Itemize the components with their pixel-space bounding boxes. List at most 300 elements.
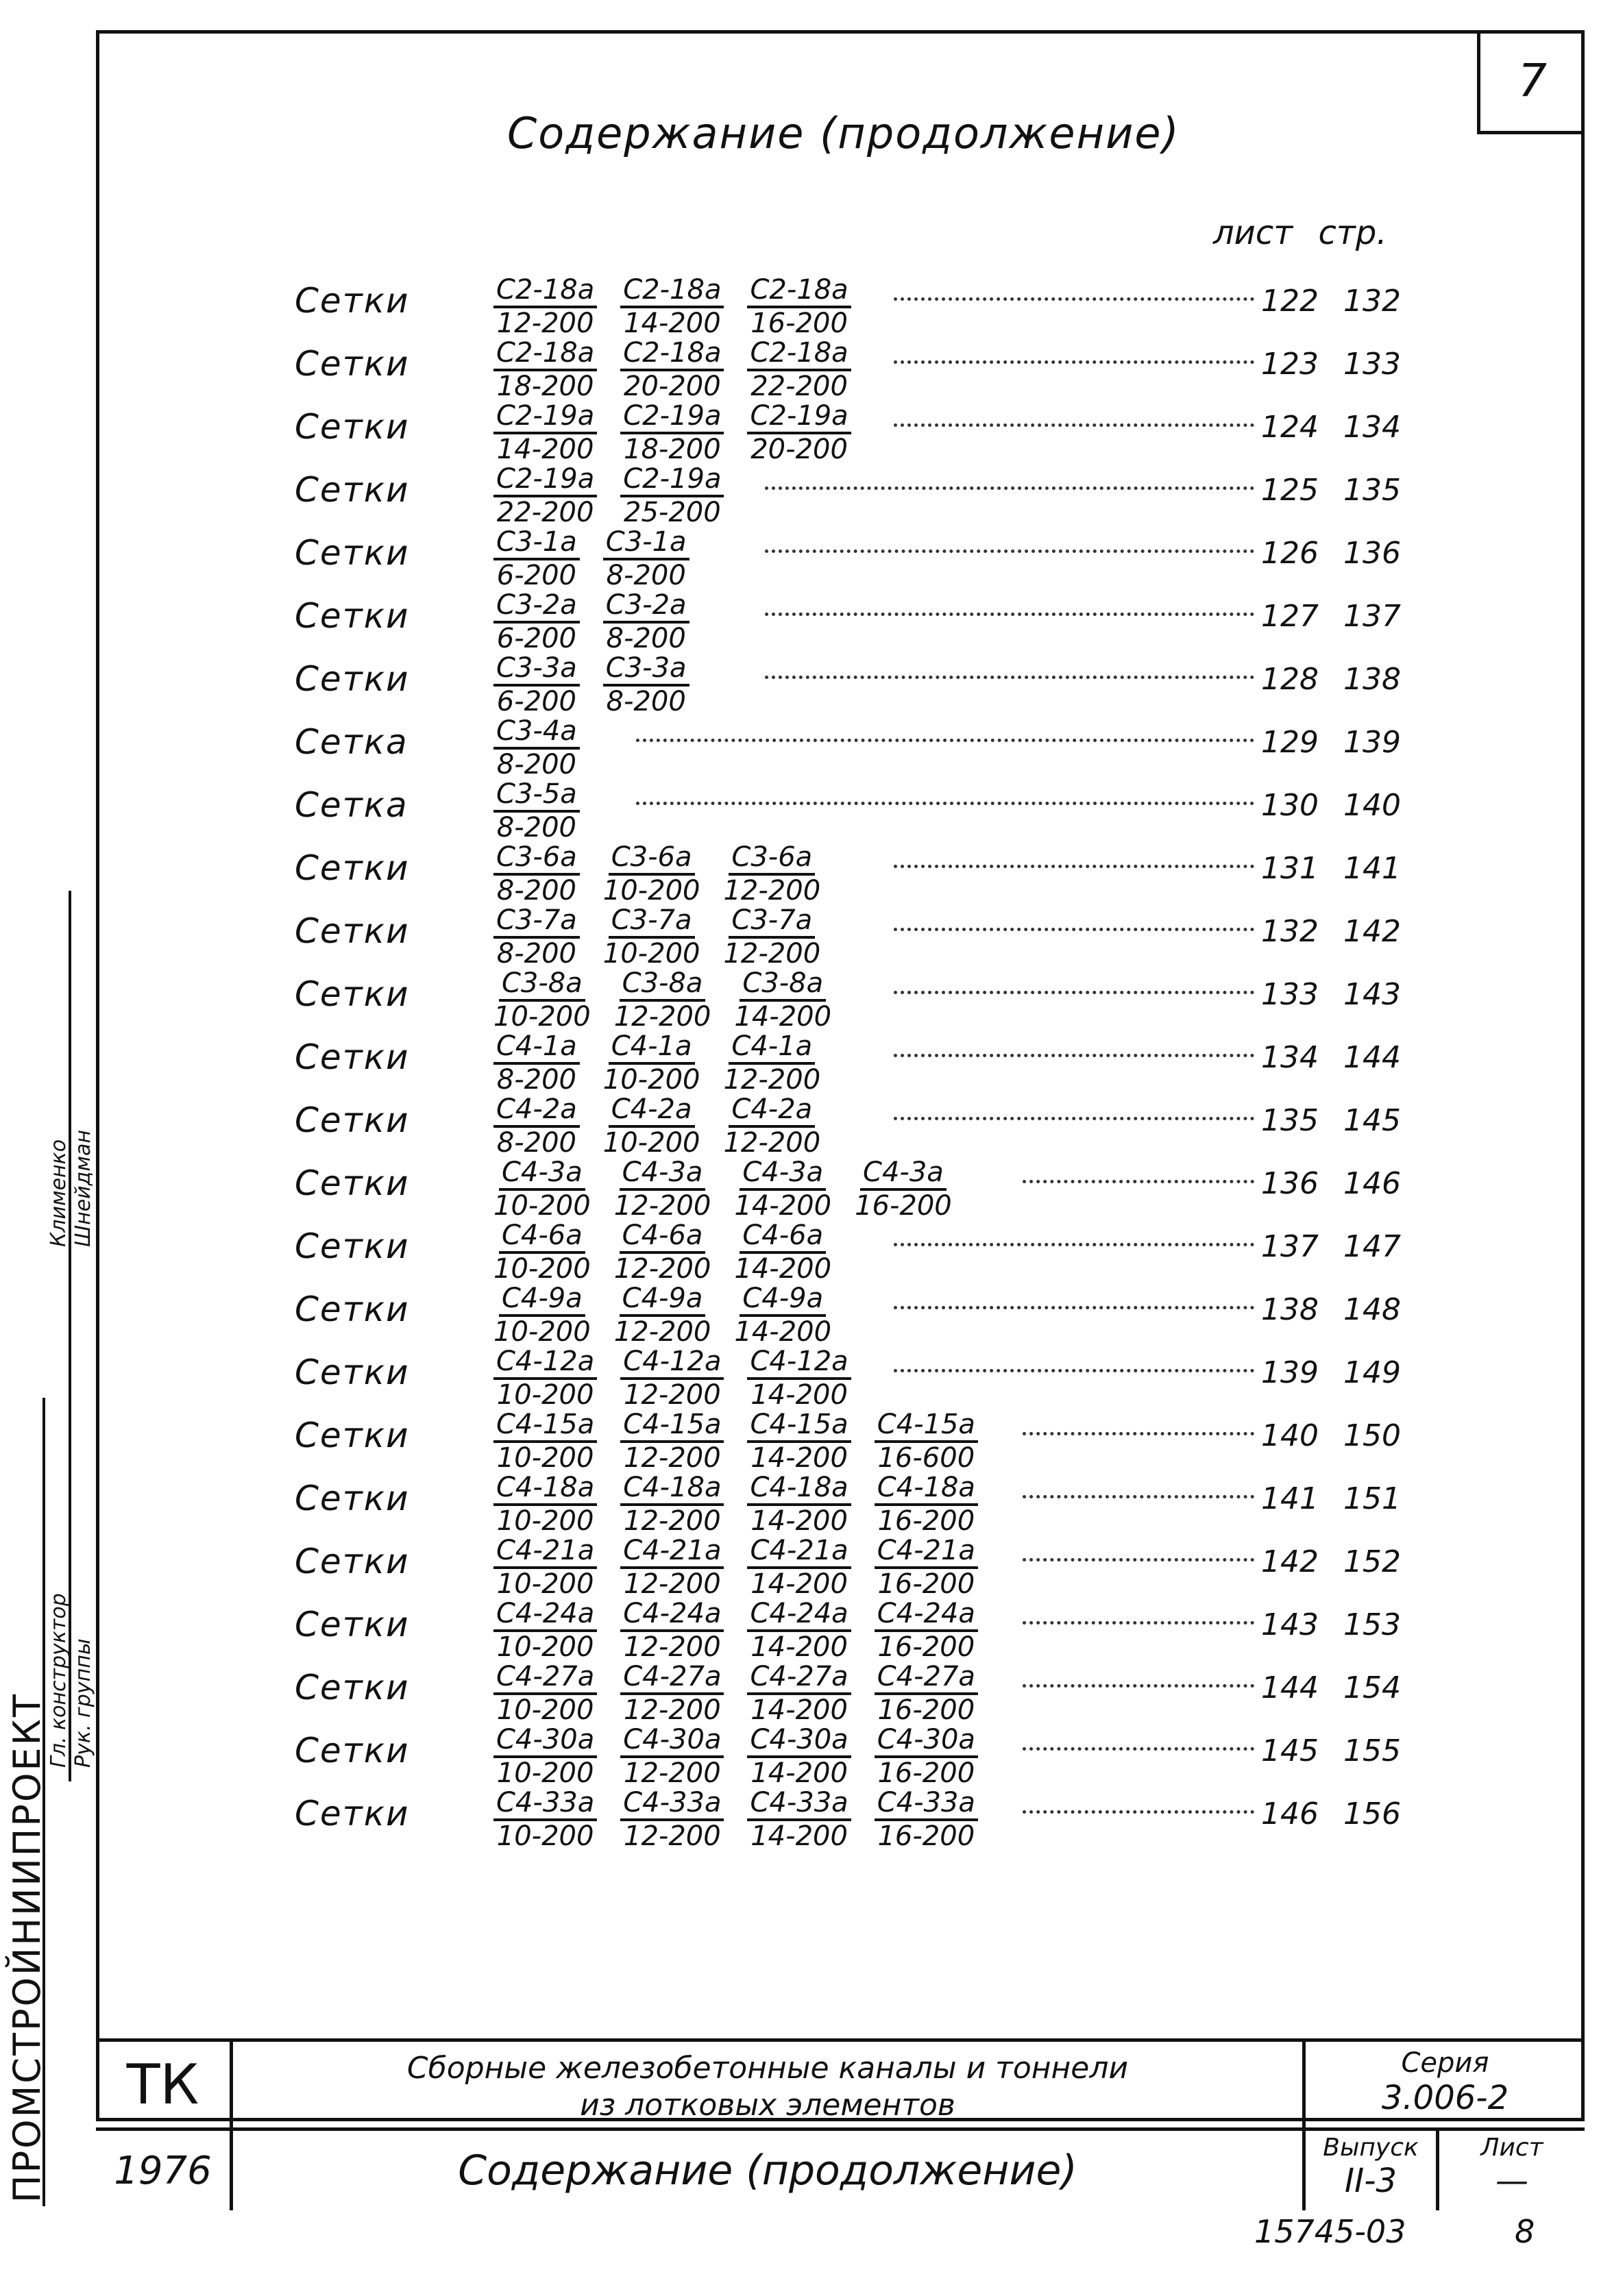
mark-size: 8-200	[496, 812, 576, 843]
mark-size: 10-200	[602, 1127, 700, 1159]
mark-code: С4-2а	[609, 1094, 695, 1128]
mark-code: С4-33а	[747, 1787, 851, 1821]
row-page-number: 146	[1343, 1166, 1401, 1201]
mark-fraction	[723, 904, 820, 969]
mark-fraction	[493, 1157, 591, 1221]
mark-size: 14-200	[750, 1379, 848, 1411]
mark-code: С4-2а	[729, 1094, 815, 1128]
mark-code: С4-33а	[620, 1787, 724, 1821]
mark-code: С4-12а	[620, 1346, 724, 1380]
row-sheet-number: 124	[1261, 410, 1319, 445]
row-sheet-number: 139	[1261, 1355, 1319, 1390]
mark-size: 10-200	[493, 1253, 591, 1285]
mark-size: 6-200	[496, 623, 576, 654]
stamp-series	[1302, 2042, 1585, 2131]
mark-fraction	[603, 1094, 700, 1158]
dot-leader	[765, 550, 1254, 553]
mark-size: 12-200	[613, 1316, 711, 1348]
contents-row	[295, 1030, 1460, 1094]
row-marks	[493, 1472, 978, 1536]
stamp-issue	[1302, 2131, 1439, 2210]
mark-fraction	[614, 967, 711, 1032]
mark-size: 16-200	[877, 1568, 975, 1600]
org-name: ПРОМСТРОЙНИИПРОЕКТ	[5, 1692, 49, 2203]
mark-size: 25-200	[624, 497, 721, 528]
mark-size: 14-200	[750, 1694, 848, 1726]
contents-row	[295, 1787, 1460, 1850]
mark-size: 12-200	[723, 875, 821, 906]
row-page-number: 148	[1343, 1292, 1401, 1327]
stamp-description-line1: Сборные железобетонные каналы и тоннели	[406, 2051, 1129, 2086]
mark-code: С2-18а	[493, 274, 597, 308]
row-sheet-number: 127	[1261, 599, 1319, 634]
mark-code: С2-19а	[620, 400, 724, 434]
row-marks	[493, 463, 724, 528]
row-kind: Сетки	[295, 1163, 410, 1203]
row-kind: Сетки	[295, 974, 410, 1014]
page-title: Содержание (продолжение)	[507, 108, 1180, 158]
row-marks	[493, 1220, 831, 1284]
contents-row	[295, 589, 1460, 652]
mark-fraction	[875, 1661, 978, 1725]
mark-fraction	[747, 1787, 851, 1851]
mark-size: 8-200	[496, 938, 576, 970]
mark-fraction	[493, 652, 580, 717]
mark-fraction	[734, 967, 831, 1032]
mark-code: С2-19а	[620, 463, 724, 497]
mark-code: С2-19а	[747, 400, 851, 434]
contents-row	[295, 1283, 1460, 1346]
row-kind: Сетка	[295, 722, 408, 762]
mark-size: 10-200	[496, 1820, 594, 1852]
row-kind: Сетки	[295, 1353, 410, 1392]
contents-row	[295, 841, 1460, 904]
mark-code: С3-6а	[729, 841, 815, 876]
contents-row	[295, 337, 1460, 400]
row-page-number: 155	[1343, 1733, 1401, 1768]
mark-fraction	[875, 1472, 978, 1536]
mark-size: 10-200	[493, 1190, 591, 1222]
row-kind: Сетки	[295, 470, 410, 510]
contents-row	[295, 1409, 1460, 1472]
mark-code: С3-5а	[493, 778, 580, 813]
contents-row	[295, 1724, 1460, 1787]
mark-size: 12-200	[723, 938, 821, 970]
title-block	[96, 2038, 1585, 2210]
row-marks	[493, 1409, 978, 1473]
mark-fraction	[493, 1472, 597, 1536]
row-marks	[493, 1787, 978, 1851]
row-kind: Сетки	[295, 344, 410, 384]
mark-fraction	[493, 1346, 597, 1410]
footer-code: 15745-03	[1254, 2213, 1406, 2250]
dot-leader	[894, 1054, 1254, 1057]
mark-code: С4-18а	[747, 1472, 851, 1506]
mark-fraction	[747, 337, 851, 402]
mark-code: С3-3а	[493, 652, 580, 687]
mark-code: С3-7а	[493, 904, 580, 939]
mark-code: С4-24а	[620, 1598, 724, 1632]
mark-code: С3-2а	[493, 589, 580, 624]
row-page-number: 149	[1343, 1355, 1401, 1390]
mark-size: 12-200	[613, 1190, 711, 1222]
row-kind: Сетка	[295, 785, 408, 825]
mark-size: 8-200	[496, 749, 576, 780]
mark-size: 12-200	[624, 1505, 721, 1537]
row-sheet-number: 122	[1261, 284, 1319, 319]
mark-size: 10-200	[496, 1631, 594, 1663]
row-marks	[493, 1030, 820, 1095]
dot-leader	[894, 865, 1254, 868]
row-sheet-number: 136	[1261, 1166, 1319, 1201]
row-sheet-number: 131	[1261, 851, 1319, 886]
mark-size: 10-200	[493, 1316, 591, 1348]
mark-code: С4-3а	[499, 1157, 585, 1191]
column-headers	[1213, 214, 1387, 252]
contents-row	[295, 526, 1460, 589]
mark-code: С2-18а	[493, 337, 597, 371]
row-kind: Сетки	[295, 1226, 410, 1266]
row-sheet-number: 130	[1261, 788, 1319, 823]
row-sheet-number: 143	[1261, 1607, 1319, 1642]
dot-leader	[765, 613, 1254, 616]
mark-code: С4-27а	[875, 1661, 978, 1695]
stamp-series-value: 3.006-2	[1381, 2079, 1509, 2117]
mark-code: С4-27а	[493, 1661, 597, 1695]
mark-fraction	[493, 778, 580, 843]
contents-row	[295, 715, 1460, 778]
role-chief-designer: Гл. конструктор	[47, 1593, 71, 1768]
mark-fraction	[747, 1598, 851, 1662]
mark-code: С4-9а	[740, 1283, 826, 1317]
contents-row	[295, 1661, 1460, 1724]
mark-code: С4-21а	[620, 1535, 724, 1569]
mark-fraction	[620, 274, 724, 338]
row-kind: Сетки	[295, 596, 410, 636]
row-page-number: 141	[1343, 851, 1401, 886]
row-marks	[493, 337, 851, 402]
mark-code: С2-19а	[493, 463, 597, 497]
dot-leader	[894, 991, 1254, 994]
dot-leader	[894, 360, 1254, 364]
row-sheet-number: 132	[1261, 914, 1319, 949]
mark-size: 14-200	[734, 1253, 832, 1285]
mark-size: 16-200	[750, 308, 848, 339]
mark-code: С3-7а	[729, 904, 815, 939]
mark-fraction	[493, 1220, 591, 1284]
mark-size: 22-200	[496, 497, 594, 528]
mark-fraction	[620, 1472, 724, 1536]
footer-number: 8	[1515, 2213, 1535, 2250]
mark-fraction	[493, 1535, 597, 1599]
mark-fraction	[603, 652, 689, 717]
mark-size: 6-200	[496, 686, 576, 717]
row-page-number: 143	[1343, 977, 1401, 1012]
mark-fraction	[747, 1346, 851, 1410]
row-kind: Сетки	[295, 1479, 410, 1518]
mark-size: 12-200	[496, 308, 594, 339]
contents-row	[295, 463, 1460, 526]
mark-code: С3-7а	[609, 904, 695, 939]
row-sheet-number: 134	[1261, 1040, 1319, 1075]
row-marks	[493, 715, 580, 780]
mark-code: С4-3а	[740, 1157, 826, 1191]
row-marks	[493, 1346, 851, 1410]
contents-row	[295, 652, 1460, 715]
row-marks	[493, 1094, 820, 1158]
row-page-number: 144	[1343, 1040, 1401, 1075]
mark-size: 14-200	[496, 434, 594, 465]
dot-leader	[894, 423, 1254, 427]
mark-code: С3-3а	[603, 652, 689, 687]
row-marks	[493, 841, 820, 906]
contents-row	[295, 1220, 1460, 1283]
row-marks	[493, 967, 831, 1032]
mark-code: С4-30а	[620, 1724, 724, 1758]
mark-fraction	[614, 1220, 711, 1284]
mark-code: С4-30а	[493, 1724, 597, 1758]
row-page-number: 138	[1343, 662, 1401, 697]
mark-fraction	[493, 841, 580, 906]
name-group-leader: Шнейдман	[71, 1129, 95, 1247]
mark-fraction	[747, 1409, 851, 1473]
row-sheet-number: 125	[1261, 473, 1319, 508]
mark-fraction	[875, 1724, 978, 1788]
mark-size: 16-200	[877, 1631, 975, 1663]
mark-size: 14-200	[750, 1568, 848, 1600]
row-sheet-number: 145	[1261, 1733, 1319, 1768]
mark-code: С2-18а	[620, 337, 724, 371]
row-sheet-number: 129	[1261, 725, 1319, 760]
mark-fraction	[734, 1283, 831, 1347]
row-kind: Сетки	[295, 1668, 410, 1707]
contents-row	[295, 1598, 1460, 1661]
mark-fraction	[603, 1030, 700, 1095]
row-page-number: 137	[1343, 599, 1401, 634]
mark-fraction	[603, 526, 689, 591]
mark-code: С4-12а	[747, 1346, 851, 1380]
mark-code: С4-21а	[747, 1535, 851, 1569]
mark-fraction	[875, 1535, 978, 1599]
dot-leader	[1023, 1180, 1254, 1183]
mark-fraction	[620, 1346, 724, 1410]
mark-size: 10-200	[496, 1379, 594, 1411]
mark-code: С2-18а	[747, 337, 851, 371]
stamp-code: ТК	[96, 2042, 233, 2131]
mark-size: 14-200	[750, 1505, 848, 1537]
mark-code: С4-15а	[493, 1409, 597, 1443]
contents-list	[295, 274, 1460, 1850]
stamp-year: 1976	[96, 2131, 233, 2210]
row-sheet-number: 137	[1261, 1229, 1319, 1264]
row-marks	[493, 1598, 978, 1662]
mark-code: С4-6а	[499, 1220, 585, 1254]
contents-row	[295, 1157, 1460, 1220]
mark-fraction	[747, 1661, 851, 1725]
row-sheet-number: 126	[1261, 536, 1319, 571]
row-kind: Сетки	[295, 281, 410, 321]
mark-size: 20-200	[624, 371, 721, 402]
contents-row	[295, 904, 1460, 970]
mark-code: С3-4а	[493, 715, 580, 750]
dot-leader	[636, 739, 1254, 742]
mark-code: С4-21а	[875, 1535, 978, 1569]
column-header-page: стр.	[1318, 214, 1387, 252]
row-page-number: 136	[1343, 536, 1401, 571]
mark-fraction	[620, 1724, 724, 1788]
mark-size: 16-200	[877, 1757, 975, 1789]
mark-fraction	[875, 1598, 978, 1662]
mark-fraction	[734, 1157, 831, 1221]
mark-size: 14-200	[734, 1190, 832, 1222]
row-page-number: 154	[1343, 1670, 1401, 1705]
mark-fraction	[747, 1724, 851, 1788]
stamp-sheet-value: —	[1495, 2162, 1528, 2200]
mark-fraction	[747, 1535, 851, 1599]
mark-size: 8-200	[606, 623, 686, 654]
role-group-leader: Рук. группы	[71, 1638, 95, 1768]
row-page-number: 142	[1343, 914, 1401, 949]
row-sheet-number: 142	[1261, 1544, 1319, 1579]
mark-code: С4-30а	[875, 1724, 978, 1758]
mark-size: 10-200	[496, 1442, 594, 1474]
mark-fraction	[747, 1472, 851, 1536]
mark-fraction	[493, 715, 580, 780]
contents-row	[295, 778, 1460, 841]
mark-code: С2-18а	[747, 274, 851, 308]
mark-code: С3-1а	[493, 526, 580, 560]
mark-code: С4-6а	[620, 1220, 706, 1254]
mark-size: 14-200	[750, 1820, 848, 1852]
row-marks	[493, 1661, 978, 1725]
mark-size: 14-200	[624, 308, 721, 339]
row-page-number: 147	[1343, 1229, 1401, 1264]
dot-leader	[765, 486, 1254, 490]
mark-code: С4-24а	[493, 1598, 597, 1632]
row-marks	[493, 652, 689, 717]
row-page-number: 156	[1343, 1797, 1401, 1831]
mark-code: С4-18а	[875, 1472, 978, 1506]
row-sheet-number: 146	[1261, 1797, 1319, 1831]
row-kind: Сетки	[295, 407, 410, 447]
row-sheet-number: 140	[1261, 1418, 1319, 1453]
mark-fraction	[493, 1030, 580, 1095]
mark-fraction	[875, 1787, 978, 1851]
contents-row	[295, 274, 1460, 337]
mark-fraction	[493, 1787, 597, 1851]
mark-fraction	[493, 337, 597, 402]
mark-size: 12-200	[723, 1127, 821, 1159]
mark-code: С4-3а	[860, 1157, 947, 1191]
mark-fraction	[493, 463, 597, 528]
mark-code: С3-6а	[609, 841, 695, 876]
row-page-number: 135	[1343, 473, 1401, 508]
row-kind: Сетки	[295, 848, 410, 888]
mark-fraction	[493, 967, 591, 1032]
dot-leader	[636, 802, 1254, 805]
dot-leader	[1023, 1747, 1254, 1751]
mark-fraction	[493, 274, 597, 338]
mark-size: 12-200	[613, 1001, 711, 1033]
mark-code: С4-1а	[493, 1030, 580, 1065]
mark-code: С4-27а	[620, 1661, 724, 1695]
row-sheet-number: 138	[1261, 1292, 1319, 1327]
row-kind: Сетки	[295, 1416, 410, 1455]
dot-leader	[1023, 1810, 1254, 1814]
mark-size: 8-200	[606, 560, 686, 591]
row-marks	[493, 1535, 978, 1599]
row-page-number: 134	[1343, 410, 1401, 445]
row-page-number: 139	[1343, 725, 1401, 760]
contents-row	[295, 1472, 1460, 1535]
row-kind: Сетки	[295, 1100, 410, 1140]
stamp-sheet-label: Лист	[1480, 2134, 1543, 2162]
mark-size: 12-200	[613, 1253, 711, 1285]
mark-size: 12-200	[624, 1568, 721, 1600]
mark-size: 10-200	[496, 1568, 594, 1600]
mark-size: 12-200	[624, 1820, 721, 1852]
row-kind: Сетки	[295, 659, 410, 699]
mark-size: 6-200	[496, 560, 576, 591]
mark-size: 16-200	[855, 1190, 952, 1222]
mark-fraction	[493, 904, 580, 969]
dot-leader	[1023, 1621, 1254, 1625]
mark-size: 22-200	[750, 371, 848, 402]
dot-leader	[765, 676, 1254, 679]
mark-code: С4-24а	[875, 1598, 978, 1632]
row-kind: Сетки	[295, 1037, 410, 1077]
mark-code: С4-6а	[740, 1220, 826, 1254]
mark-fraction	[620, 1535, 724, 1599]
stamp-issue-value: II-3	[1344, 2162, 1397, 2200]
row-sheet-number: 141	[1261, 1481, 1319, 1516]
dot-leader	[1023, 1432, 1254, 1435]
mark-size: 20-200	[750, 434, 848, 465]
mark-fraction	[855, 1157, 952, 1221]
dot-leader	[894, 1369, 1254, 1372]
dot-leader	[1023, 1495, 1254, 1498]
mark-code: С4-18а	[493, 1472, 597, 1506]
mark-size: 10-200	[602, 938, 700, 970]
row-sheet-number: 135	[1261, 1103, 1319, 1138]
mark-code: С4-24а	[747, 1598, 851, 1632]
dot-leader	[894, 1243, 1254, 1246]
row-kind: Сетки	[295, 533, 410, 573]
mark-fraction	[493, 589, 580, 654]
page-number: 7	[1477, 30, 1585, 134]
dot-leader	[894, 297, 1254, 301]
mark-fraction	[493, 1409, 597, 1473]
mark-fraction	[620, 463, 724, 528]
row-kind: Сетки	[295, 1731, 410, 1770]
mark-size: 16-600	[877, 1442, 975, 1474]
row-page-number: 152	[1343, 1544, 1401, 1579]
row-marks	[493, 526, 689, 591]
row-page-number: 133	[1343, 347, 1401, 382]
row-kind: Сетки	[295, 1605, 410, 1644]
mark-size: 12-200	[624, 1757, 721, 1789]
mark-size: 12-200	[723, 1064, 821, 1096]
row-page-number: 150	[1343, 1418, 1401, 1453]
mark-size: 16-200	[877, 1505, 975, 1537]
mark-fraction	[614, 1283, 711, 1347]
mark-fraction	[603, 904, 700, 969]
mark-fraction	[875, 1409, 978, 1473]
mark-fraction	[493, 526, 580, 591]
mark-code: С4-21а	[493, 1535, 597, 1569]
mark-fraction	[620, 1787, 724, 1851]
mark-fraction	[493, 1094, 580, 1158]
